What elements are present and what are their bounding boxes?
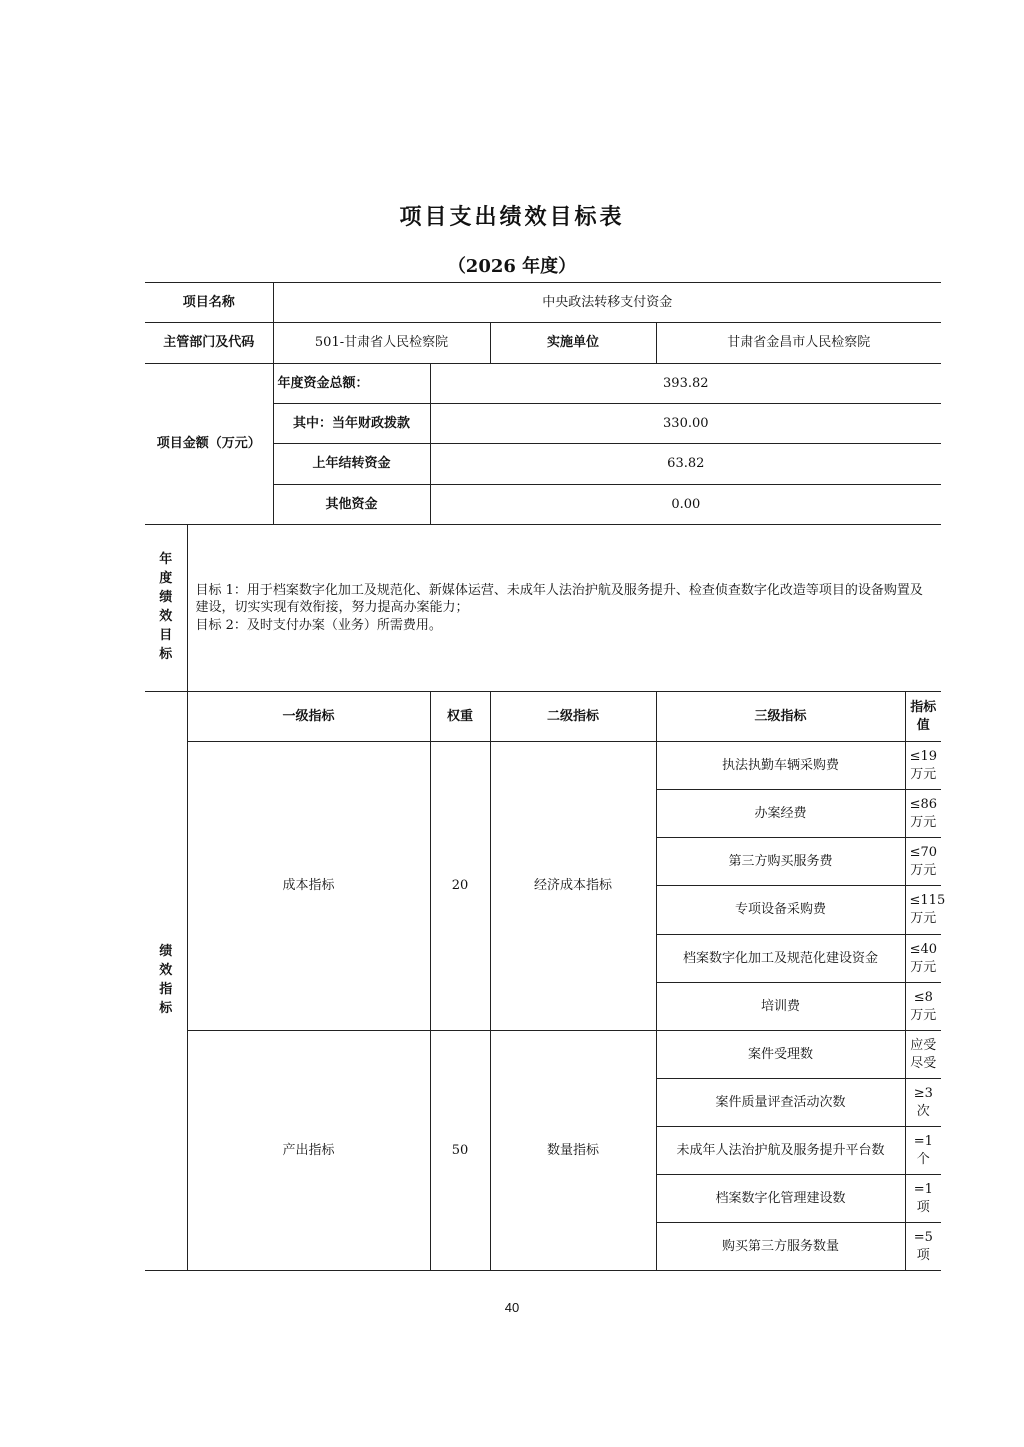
page-number: 40 — [504, 1300, 520, 1315]
indicator-header-row — [145, 692, 941, 742]
level3-item: 档案数字化加工及规范化建设资金 — [656, 935, 905, 983]
dept-value: 501-甘肃省人民检察院 — [273, 323, 490, 364]
amount-label: 项目金额（万元） — [145, 364, 273, 525]
dept-label: 主管部门及代码 — [145, 323, 273, 364]
weight-output: 50 — [430, 1031, 490, 1271]
amount-row-label: 上年结转资金 — [273, 444, 430, 485]
amount-row-label: 其中：当年财政拨款 — [273, 404, 430, 444]
annual-goal-content — [187, 525, 941, 692]
level3-item: 执法执勤车辆采购费 — [656, 742, 905, 790]
header-level2: 二级指标 — [490, 692, 656, 742]
indicator-value: ≤115 万元 — [905, 886, 941, 935]
indicator-value: =1 项 — [905, 1175, 941, 1223]
amount-row-value: 0.00 — [430, 485, 941, 525]
indicator-value: ≤19 万元 — [905, 742, 941, 790]
indicator-value: ≥3 次 — [905, 1079, 941, 1127]
page-title: 项目支出绩效目标表 — [399, 204, 625, 230]
level3-item: 培训费 — [656, 983, 905, 1031]
amount-row-value: 330.00 — [430, 404, 941, 444]
level3-item: 案件质量评查活动次数 — [656, 1079, 905, 1127]
project-name-row — [145, 283, 941, 323]
level3-item: 专项设备采购费 — [656, 886, 905, 935]
level1-output: 产出指标 — [187, 1031, 430, 1271]
indicator-value: ≤8 万元 — [905, 983, 941, 1031]
impl-value: 甘肃省金昌市人民检察院 — [656, 323, 941, 364]
table-row — [145, 742, 941, 790]
indicator-value: =5 项 — [905, 1223, 941, 1271]
level2-cost: 经济成本指标 — [490, 742, 656, 1031]
weight-cost: 20 — [430, 742, 490, 1031]
level3-item: 未成年人法治护航及服务提升平台数 — [656, 1127, 905, 1175]
perf-indicator-label: 绩 效 指 标 — [145, 692, 187, 1271]
indicator-value: ≤70 万元 — [905, 838, 941, 886]
goal-line: 目标 1：用于档案数字化加工及规范化、新媒体运营、未成年人法治护航及服务提升、检查侦查数字化改造等项目的设备购置及建设，切实实现有效衔接，努力提高办案能力； — [195, 582, 923, 616]
indicator-value: 应受尽受 — [905, 1031, 941, 1079]
level3-item: 第三方购买服务费 — [656, 838, 905, 886]
level3-item: 办案经费 — [656, 790, 905, 838]
table-row — [145, 1031, 941, 1079]
header-level1: 一级指标 — [187, 692, 430, 742]
level2-output: 数量指标 — [490, 1031, 656, 1271]
performance-target-table — [145, 282, 946, 1271]
indicator-value: ≤40 万元 — [905, 935, 941, 983]
amount-row-label: 年度资金总额： — [273, 364, 430, 404]
project-name-label: 项目名称 — [145, 283, 273, 323]
project-name-value: 中央政法转移支付资金 — [273, 283, 941, 323]
amount-row-value: 393.82 — [430, 364, 941, 404]
level3-item: 案件受理数 — [656, 1031, 905, 1079]
annual-goal-row — [145, 525, 941, 692]
impl-label: 实施单位 — [490, 323, 656, 364]
level3-item: 购买第三方服务数量 — [656, 1223, 905, 1271]
department-row — [145, 323, 941, 364]
header-value: 指标值 — [905, 692, 941, 742]
level3-item: 档案数字化管理建设数 — [656, 1175, 905, 1223]
annual-goal-label: 年 度 绩 效 目 标 — [145, 525, 187, 692]
header-level3: 三级指标 — [656, 692, 905, 742]
amount-row-value: 63.82 — [430, 444, 941, 485]
goal-line: 目标 2：及时支付办案（业务）所需费用。 — [195, 617, 442, 633]
amount-row-label: 其他资金 — [273, 485, 430, 525]
indicator-value: ≤86 万元 — [905, 790, 941, 838]
amount-row — [145, 364, 941, 404]
level1-cost: 成本指标 — [187, 742, 430, 1031]
page-subtitle: （2026 年度） — [447, 256, 577, 277]
indicator-value: =1 个 — [905, 1127, 941, 1175]
header-weight: 权重 — [430, 692, 490, 742]
